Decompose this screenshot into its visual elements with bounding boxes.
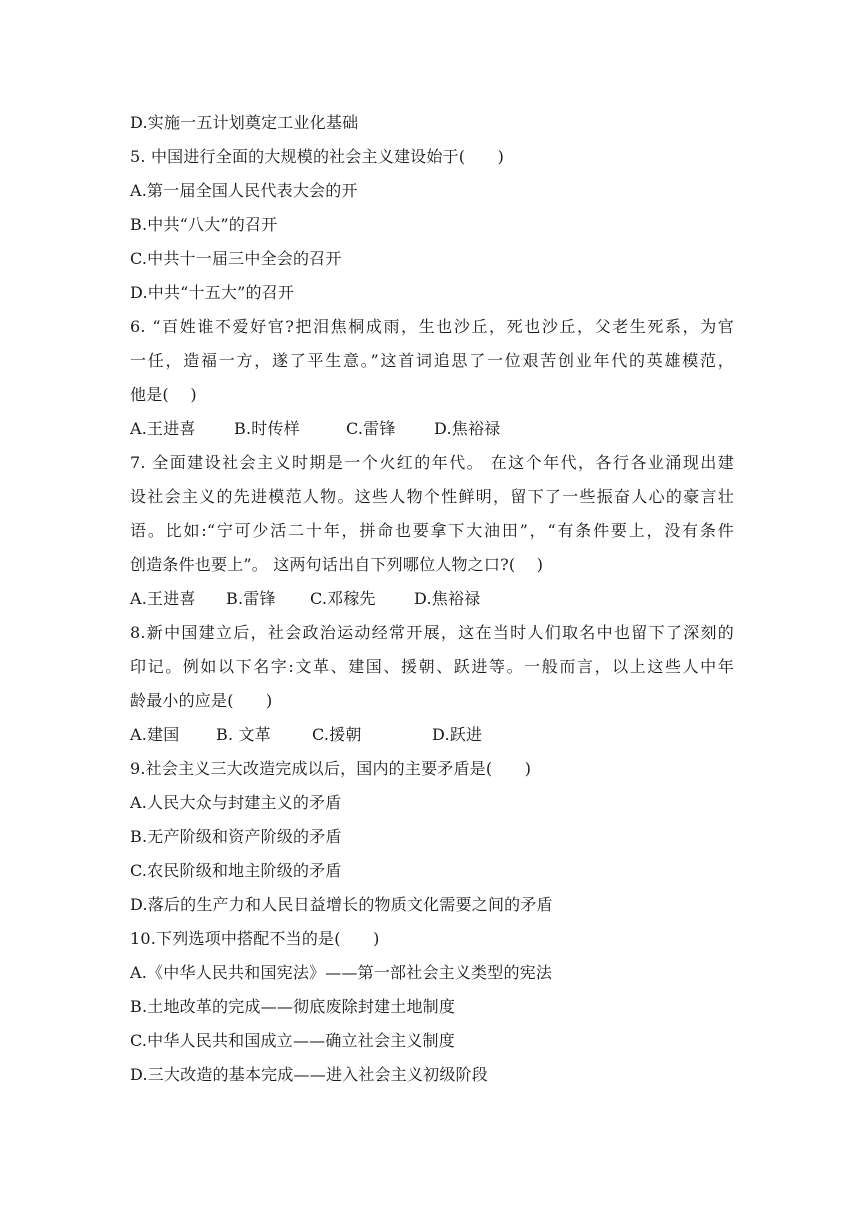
q6-option-a: A.王进喜 <box>130 419 196 438</box>
q5-option-b: B.中共“八大”的召开 <box>130 215 278 234</box>
q7-option-d: D.焦裕禄 <box>414 589 481 608</box>
q6-stem-line-3: 他是( ) <box>130 385 197 404</box>
exam-page <box>130 106 734 1092</box>
q7-option-c: C.邓稼先 <box>310 589 376 608</box>
q8-option-c: C.援朝 <box>312 725 362 744</box>
q8-option-d: D.跃进 <box>432 725 483 744</box>
q10-option-c: C.中华人民共和国成立——确立社会主义制度 <box>130 1031 455 1050</box>
q6-options <box>130 412 734 446</box>
q5-stem: 5. 中国进行全面的大规模的社会主义建设始于( ) <box>130 147 505 166</box>
q7-stem-line-1: 7. 全面建设社会主义时期是一个火红的年代。 在这个年代，各行各业涌现出建 <box>130 453 734 472</box>
q7-stem-line-3: 语。比如:“宁可少活二十年，拼命也要拿下大油田”，“有条件要上，没有条件 <box>130 521 734 540</box>
q8-stem-line-2: 印记。例如以下名字:文革、建国、援朝、跃进等。一般而言，以上这些人中年 <box>130 657 734 676</box>
q7-stem-line-2: 设社会主义的先进模范人物。这些人物个性鲜明，留下了一些振奋人心的豪言壮 <box>130 487 734 506</box>
q6-option-c: C.雷锋 <box>346 419 396 438</box>
q6-stem-line-2: 一任，造福一方，遂了平生意。”这首词追思了一位艰苦创业年代的英雄模范， <box>130 351 734 370</box>
q7-stem-line-4: 创造条件也要上”。 这两句话出自下列哪位人物之口?( ) <box>130 555 544 574</box>
q5-option-c: C.中共十一届三中全会的召开 <box>130 249 342 268</box>
q4-option-d: D.实施一五计划奠定工业化基础 <box>130 113 359 132</box>
q6-option-d: D.焦裕禄 <box>434 419 501 438</box>
q8-stem-line-1: 8.新中国建立后，社会政治运动经常开展，这在当时人们取名中也留下了深刻的 <box>130 623 734 642</box>
q10-stem: 10.下列选项中搭配不当的是( ) <box>130 929 380 948</box>
q9-option-b: B.无产阶级和资产阶级的矛盾 <box>130 827 342 846</box>
q10-option-d: D.三大改造的基本完成——进入社会主义初级阶段 <box>130 1065 488 1084</box>
q8-options <box>130 718 734 752</box>
q9-option-a: A.人民大众与封建主义的矛盾 <box>130 793 342 812</box>
q5-option-a: A.第一届全国人民代表大会的开 <box>130 181 358 200</box>
q6-option-b: B.时传样 <box>234 419 300 438</box>
q5-option-d: D.中共“十五大”的召开 <box>130 283 295 302</box>
q8-option-b: B. 文革 <box>216 725 271 744</box>
q9-option-d: D.落后的生产力和人民日益增长的物质文化需要之间的矛盾 <box>130 895 553 914</box>
q8-option-a: A.建国 <box>130 725 180 744</box>
q10-option-b: B.土地改革的完成——彻底废除封建土地制度 <box>130 997 456 1016</box>
q9-stem: 9.社会主义三大改造完成以后，国内的主要矛盾是( ) <box>130 759 532 778</box>
q8-stem-line-3: 龄最小的应是( ) <box>130 691 273 710</box>
q7-option-b: B.雷锋 <box>226 589 276 608</box>
q6-stem-line-1: 6. “百姓谁不爱好官?把泪焦桐成雨，生也沙丘，死也沙丘，父老生死系，为官 <box>130 317 734 336</box>
q9-option-c: C.农民阶级和地主阶级的矛盾 <box>130 861 342 880</box>
q7-option-a: A.王进喜 <box>130 589 196 608</box>
q7-options <box>130 582 734 616</box>
q10-option-a: A.《中华人民共和国宪法》——第一部社会主义类型的宪法 <box>130 963 553 982</box>
